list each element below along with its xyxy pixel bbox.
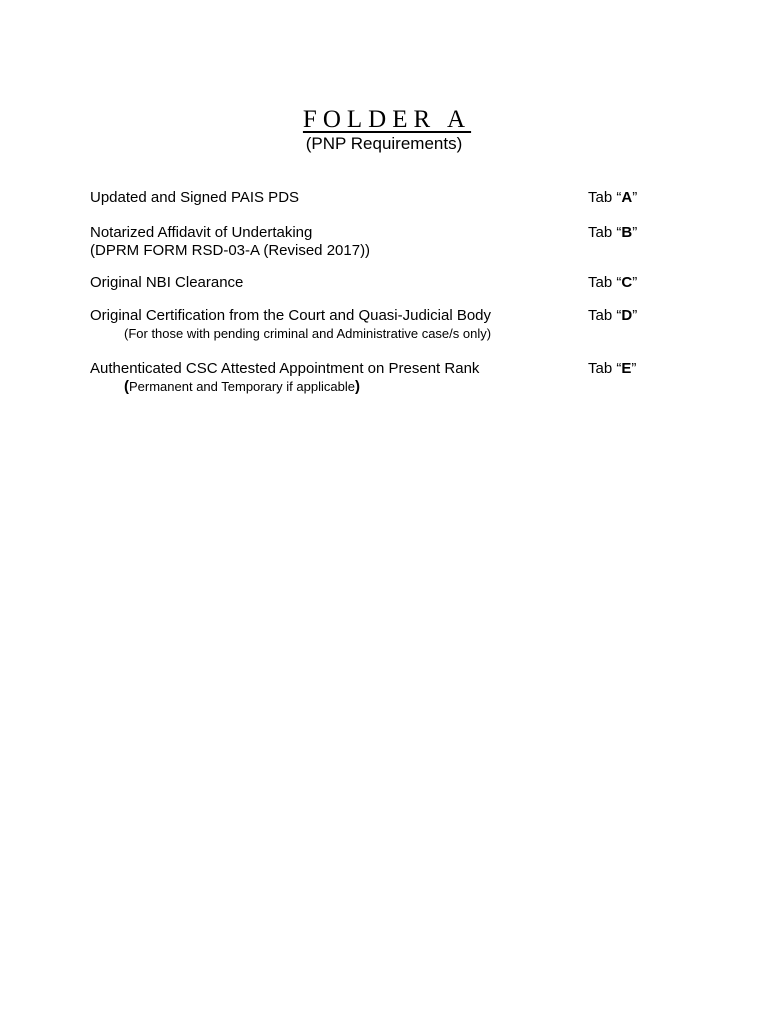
tab-label-d: Tab “D” bbox=[588, 307, 638, 324]
folder-subtitle: (PNP Requirements) bbox=[305, 134, 463, 153]
requirement-label-line2: (DPRM FORM RSD-03-A (Revised 2017)) bbox=[90, 242, 371, 259]
folder-title: FOLDER A bbox=[302, 106, 472, 133]
tab-label-e: Tab “E” bbox=[588, 360, 637, 377]
requirement-note: (Permanent and Temporary if applicable) bbox=[124, 378, 360, 395]
requirement-label: Original Certification from the Court and Quasi-Judicial Body bbox=[90, 307, 492, 324]
tab-label-c: Tab “C” bbox=[588, 274, 638, 291]
requirement-label: Notarized Affidavit of Undertaking bbox=[90, 224, 313, 241]
requirement-note: (For those with pending criminal and Administrative case/s only) bbox=[124, 326, 492, 341]
requirement-label: Authenticated CSC Attested Appointment on Present Rank bbox=[90, 360, 480, 377]
tab-label-b: Tab “B” bbox=[588, 224, 638, 241]
requirement-label: Updated and Signed PAIS PDS bbox=[90, 189, 300, 206]
requirement-label: Original NBI Clearance bbox=[90, 274, 244, 291]
tab-label-a: Tab “A” bbox=[588, 189, 638, 206]
